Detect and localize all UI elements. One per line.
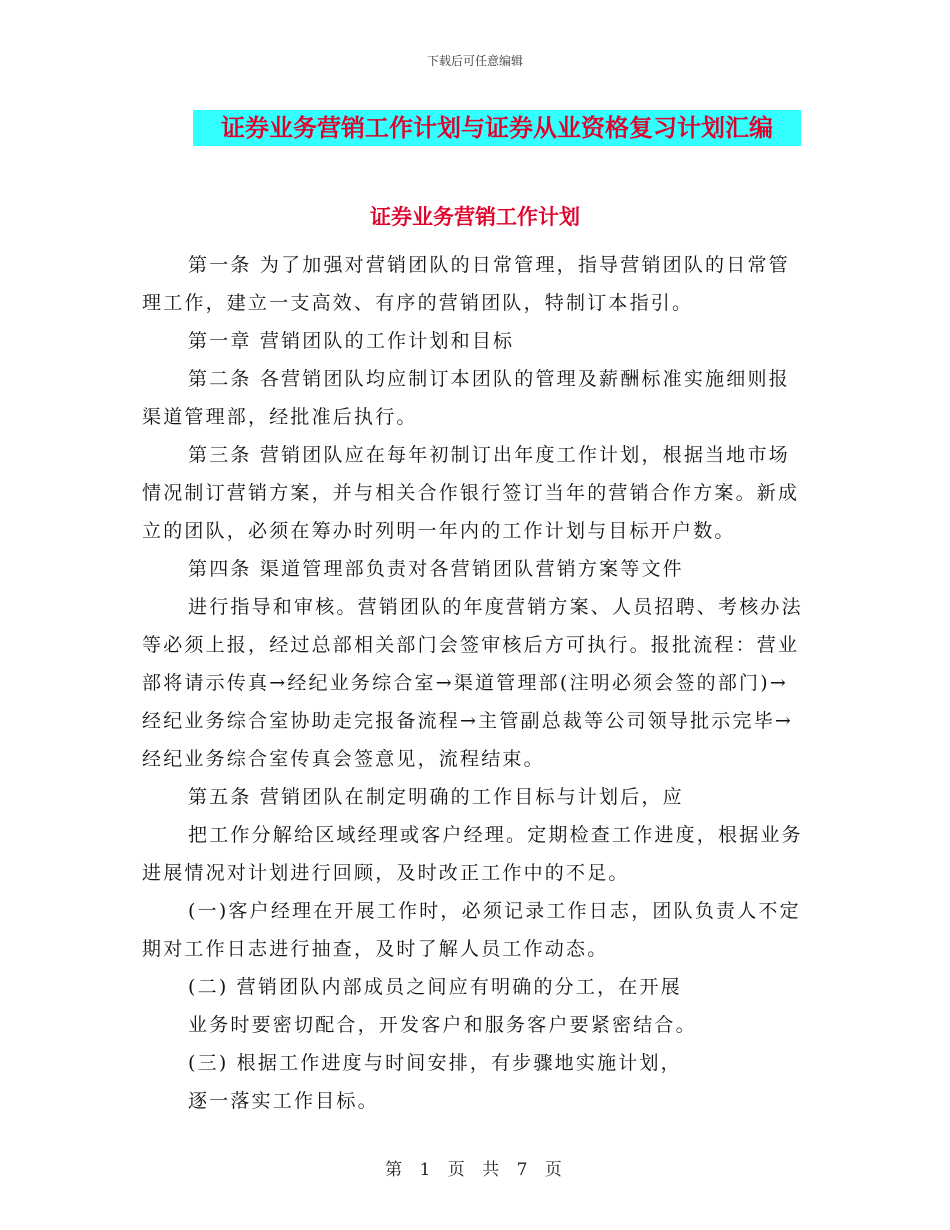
page-number: 第 1 页 共 7 页 <box>385 1160 565 1180</box>
document-body <box>142 246 808 1120</box>
paragraph-item-3-body: 逐一落实工作目标。 <box>188 1090 379 1112</box>
paragraph-article-2: 第二条 各营销团队均应制订本团队的管理及薪酬标准实施细则报渠道管理部，经批准后执行。 <box>142 368 790 428</box>
paragraph-item-2: (二) 营销团队内部成员之间应有明确的分工，在开展 <box>188 976 682 998</box>
paragraph-item-2-body: 业务时要密切配合，开发客户和服务客户要紧密结合。 <box>188 1014 697 1036</box>
document-main-title: 证券业务营销工作计划与证券从业资格复习计划汇编 <box>193 110 801 146</box>
paragraph-article-4: 第四条 渠道管理部负责对各营销团队营销方案等文件 <box>188 558 684 580</box>
paragraph-article-4-body: 进行指导和审核。营销团队的年度营销方案、人员招聘、考核办法等必须上报，经过总部相关部门会签审核后方可执行。报批流程：营业部将请示传真→经纪业务综合室→渠道管理部(注明必须会签的部门)→经纪业务综合室协助走完报备流程→主管副总裁等公司领导批示完毕→经纪业务综合室传真会签意见，流程结束。 <box>142 596 803 770</box>
paragraph-article-1: 第一条 为了加强对营销团队的日常管理，指导营销团队的日常管理工作，建立一支高效、有序的营销团队，特制订本指引。 <box>142 254 790 314</box>
section-title: 证券业务营销工作计划 <box>370 205 580 229</box>
paragraph-chapter-1: 第一章 营销团队的工作计划和目标 <box>188 330 515 352</box>
paragraph-article-5-body: 把工作分解给区域经理或客户经理。定期检查工作进度，根据业务进展情况对计划进行回顾，及时改正工作中的不足。 <box>142 824 803 884</box>
paragraph-article-3: 第三条 营销团队应在每年初制订出年度工作计划，根据当地市场情况制订营销方案，并与相关合作银行签订当年的营销合作方案。新成立的团队，必须在筹办时列明一年内的工作计划与目标开户数。 <box>142 444 800 542</box>
header-note: 下载后可任意编辑 <box>426 54 523 68</box>
paragraph-item-3: (三) 根据工作进度与时间安排，有步骤地实施计划， <box>188 1052 682 1074</box>
paragraph-article-5: 第五条 营销团队在制定明确的工作目标与计划后，应 <box>188 786 684 808</box>
paragraph-item-1: (一)客户经理在开展工作时，必须记录工作日志，团队负责人不定期对工作日志进行抽查，及时了解人员工作动态。 <box>142 900 801 960</box>
